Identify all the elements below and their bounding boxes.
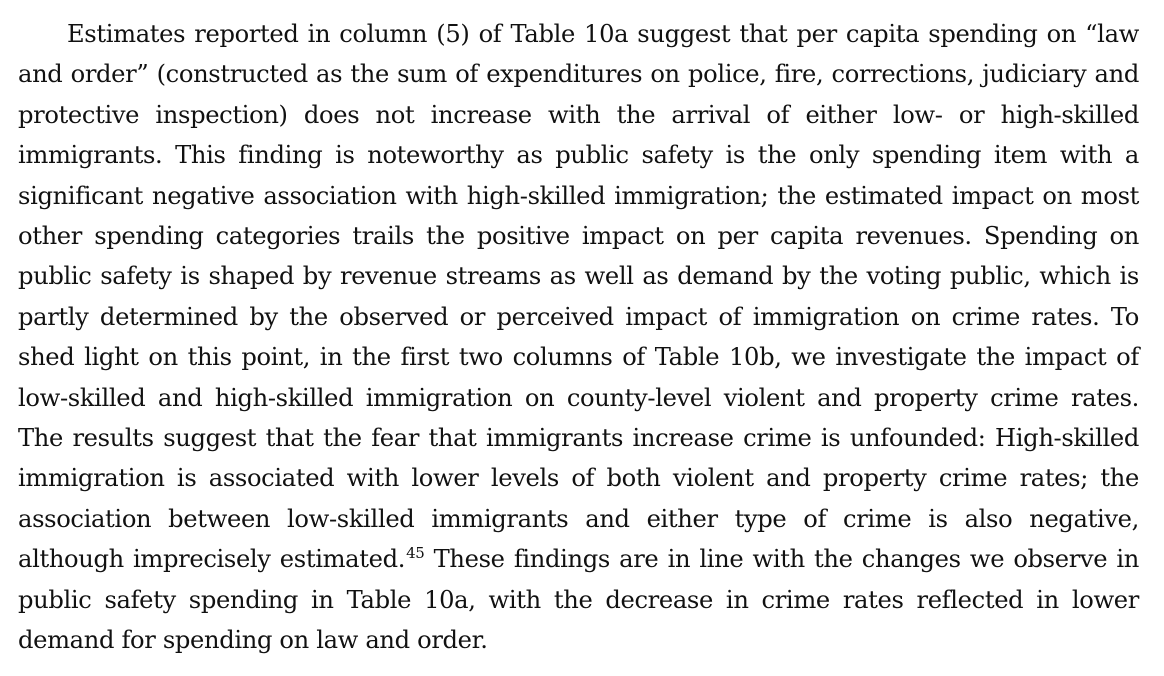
body-paragraph	[18, 14, 1139, 661]
document-page	[18, 14, 1139, 661]
paragraph-text-part-2: These findings are in line with the changes we observe in public safety spending in Table 10a, with the decrease in crime rates reflected in lower demand for spending on law and order.	[18, 545, 1139, 655]
paragraph-text-part-1: Estimates reported in column (5) of Table 10a suggest that per capita spending on “law and order” (constructed as the sum of expenditures on police, fire, corrections, judiciary and protective inspection) does not increase with the arrival of either low- or high-skilled immigrants. This finding is noteworthy as public safety is the only spending item with a significant negative association with high-skilled immigration; the estimated impact on most other spending categories trails the positive impact on per capita revenues. Spending on public safety is shaped by revenue streams as well as demand by the voting public, which is partly determined by the observed or perceived impact of immigration on crime rates. To shed light on this point, in the first two columns of Table 10b, we investigate the impact of low-skilled and high-skilled immigration on county-level violent and property crime rates. The results suggest that the fear that immigrants increase crime is unfounded: High-skilled immigration is associated with lower levels of both violent and property crime rates; the association between low-skilled immigrants and either type of crime is also negative, although imprecisely estimated.	[18, 20, 1139, 574]
footnote-reference[interactable]: 45	[406, 544, 425, 563]
